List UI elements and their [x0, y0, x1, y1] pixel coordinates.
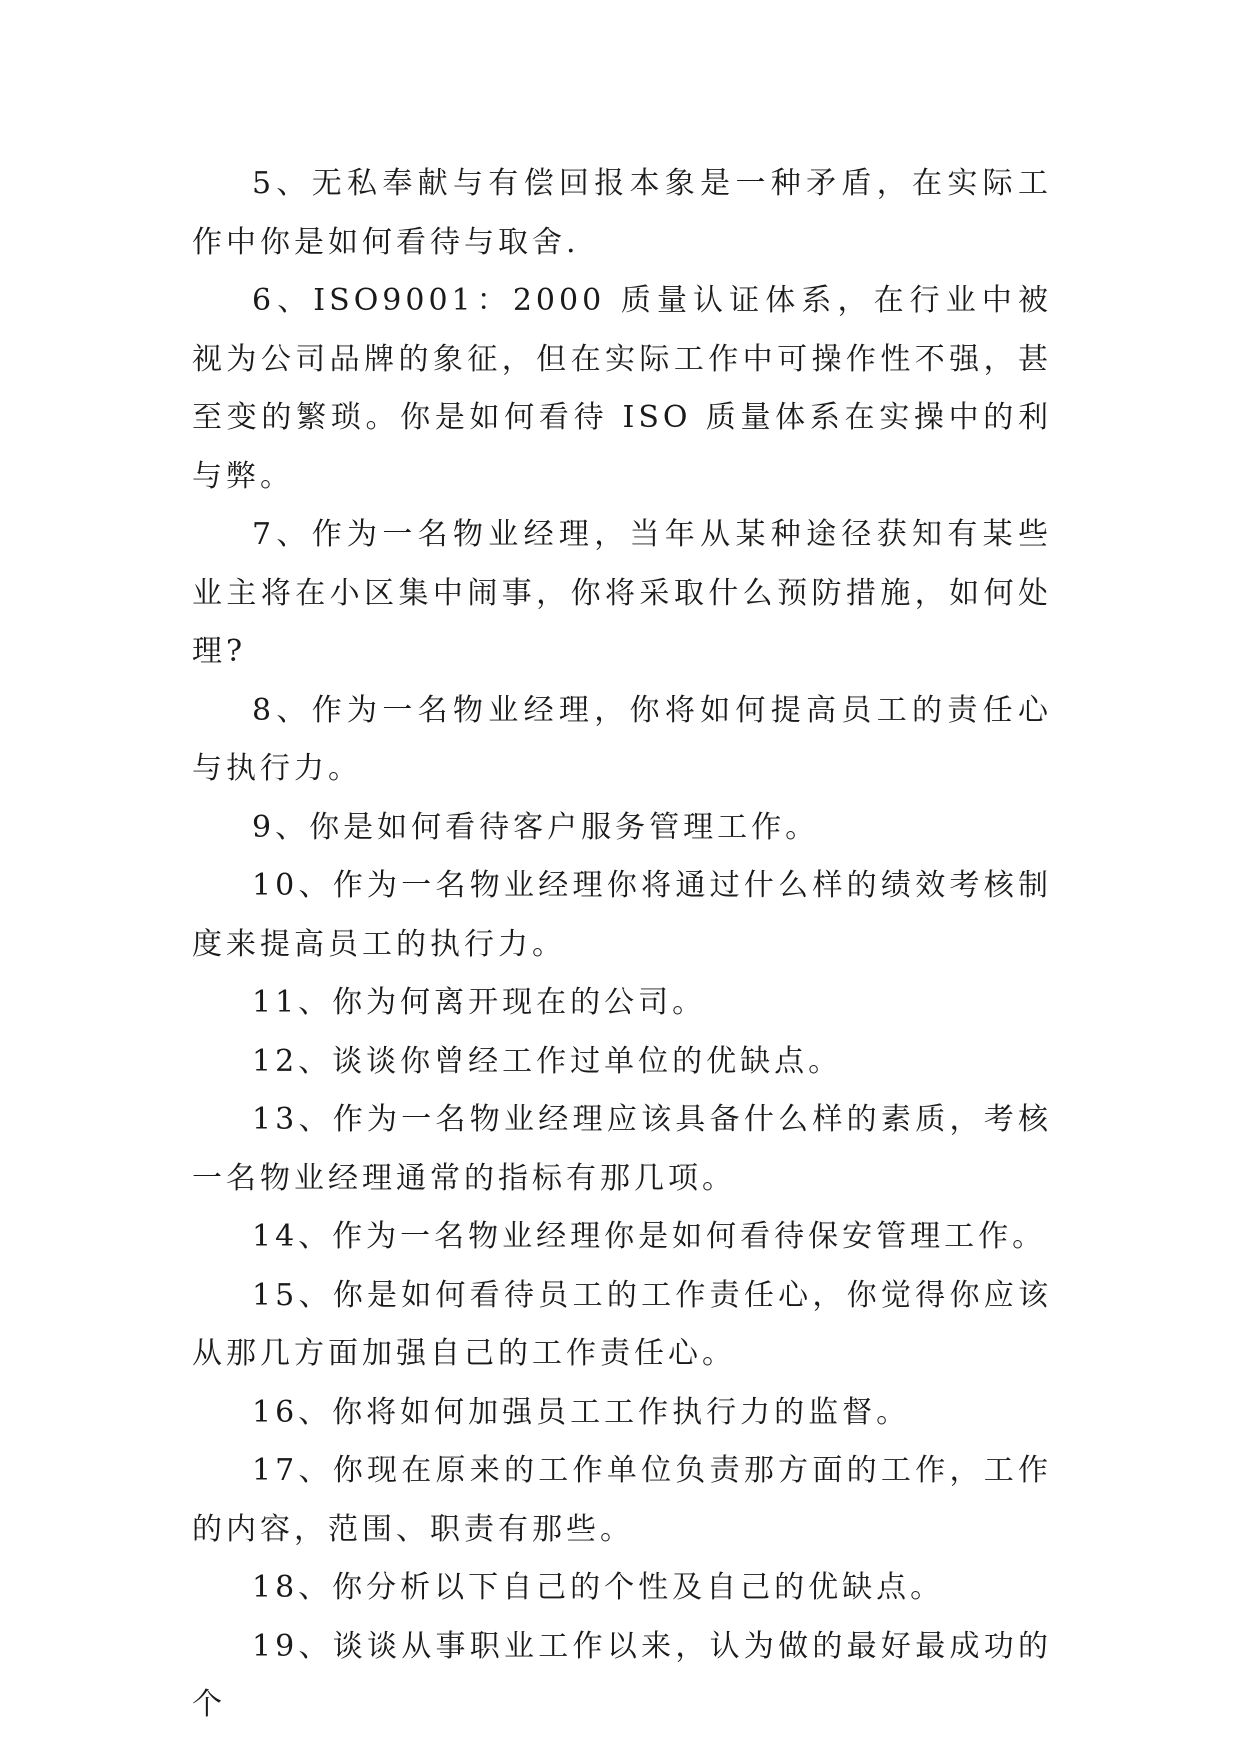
question-17: 17、你现在原来的工作单位负责那方面的工作，工作的内容，范围、职责有那些。: [192, 1453, 1052, 1547]
question-7: 7、作为一名物业经理，当年从某种途径获知有某些业主将在小区集中闹事，你将采取什么预防措施，如何处理?: [192, 517, 1052, 669]
question-6: 6、ISO9001：2000 质量认证体系，在行业中被视为公司品牌的象征，但在实际工作中可操作性不强，甚至变的繁琐。你是如何看待 ISO 质量体系在实操中的利与弊。: [192, 283, 1052, 494]
document-body: [192, 155, 1052, 1735]
question-11: 11、你为何离开现在的公司。: [252, 985, 707, 1020]
question-9: 9、你是如何看待客户服务管理工作。: [252, 809, 820, 845]
question-10: 10、作为一名物业经理你将通过什么样的绩效考核制度来提高员工的执行力。: [192, 868, 1052, 962]
question-5: 5、无私奉献与有偿回报本象是一种矛盾，在实际工作中你是如何看待与取舍.: [192, 166, 1052, 260]
question-13: 13、作为一名物业经理应该具备什么样的素质，考核一名物业经理通常的指标有那几项。: [192, 1102, 1052, 1196]
question-12: 12、谈谈你曾经工作过单位的优缺点。: [252, 1043, 843, 1079]
question-16: 16、你将如何加强员工工作执行力的监督。: [252, 1394, 911, 1430]
question-14: 14、作为一名物业经理你是如何看待保安管理工作。: [252, 1219, 1047, 1254]
question-19: 19、谈谈从事职业工作以来，认为做的最好最成功的个: [192, 1628, 1052, 1722]
question-8: 8、作为一名物业经理，你将如何提高员工的责任心与执行力。: [192, 692, 1052, 786]
question-15: 15、你是如何看待员工的工作责任心，你觉得你应该从那几方面加强自己的工作责任心。: [192, 1277, 1052, 1371]
question-18: 18、你分析以下自己的个性及自己的优缺点。: [252, 1570, 945, 1605]
